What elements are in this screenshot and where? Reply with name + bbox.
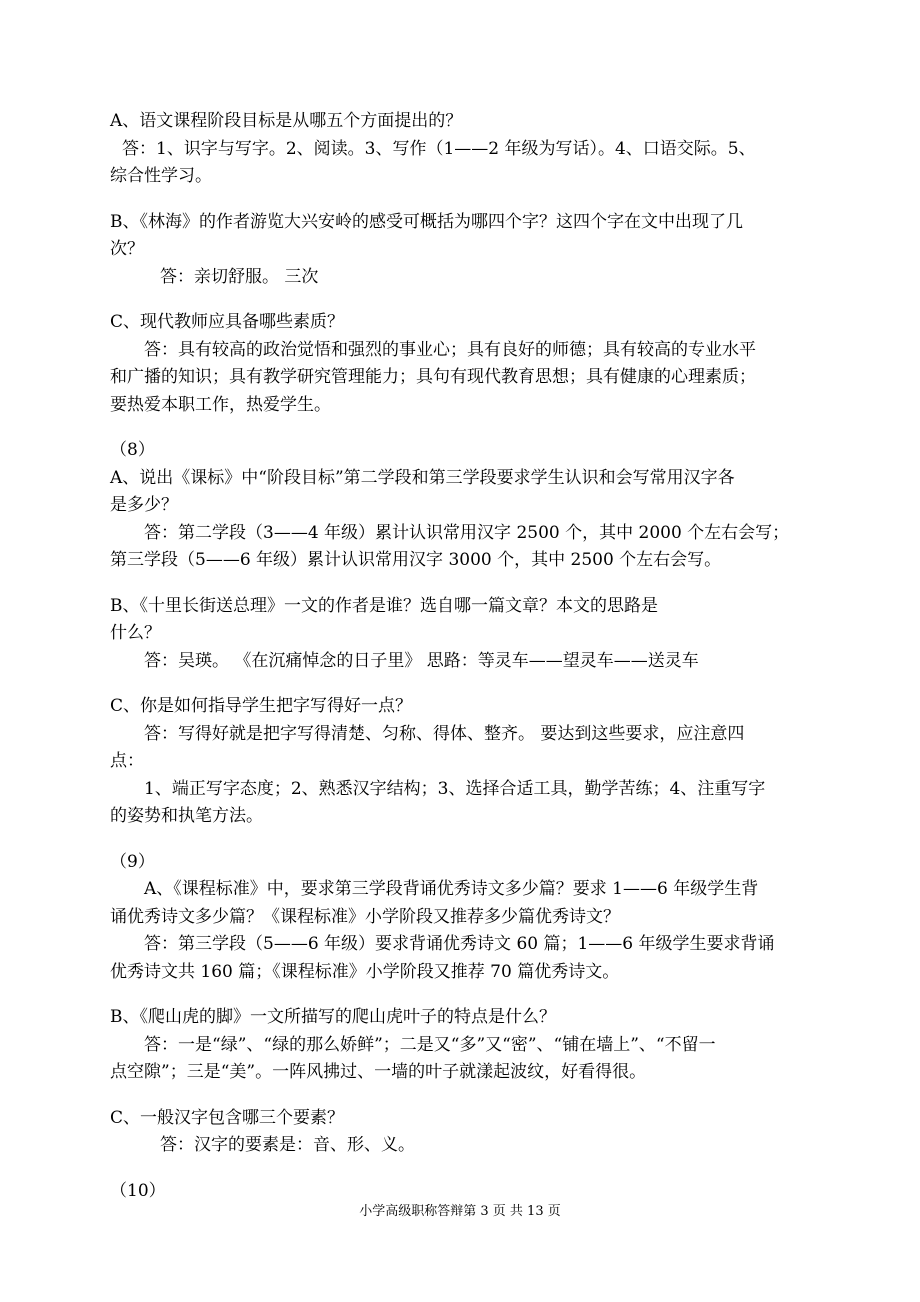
answer-line: 答：写得好就是把字写得清楚、匀称、得体、整齐。 要达到这些要求，应注意四 (144, 723, 745, 744)
spacer (110, 986, 810, 1004)
question-a: A、《课程标准》中，要求第三学段背诵优秀诗文多少篇？要求 1——6 年级学生背 (144, 879, 759, 899)
answer-line: 答：一是“绿”、“绿的那么娇鲜”；二是又“多”又“密”、“铺在墙上”、“不留一 (144, 1034, 716, 1055)
answer-line: 第三学段（5——6 年级）累计认识常用汉字 3000 个，其中 2500 个左右会写。 (110, 550, 722, 570)
answer-line: 答：亲切舒服。 三次 (160, 266, 319, 287)
question-b: B、《十里长街送总理》一文的作者是谁？选自哪一篇文章？本文的思路是 (110, 595, 658, 616)
answer-line: 答：具有较高的政治觉悟和强烈的事业心；具有良好的师德；具有较高的专业水平 (144, 339, 756, 360)
section-number: （8） (110, 440, 155, 460)
answer-line: 答：吴瑛。 《在沉痛悼念的日子里》 思路：等灵车——望灵车——送灵车 (144, 650, 699, 671)
question-b: B、《林海》的作者游览大兴安岭的感受可概括为哪四个字？这四个字在文中出现了几 (110, 211, 743, 232)
question-c: C、现代教师应具备哪些素质？ (110, 312, 345, 332)
answer-line: 1、端正写字态度；2、熟悉汉字结构；3、选择合适工具，勤学苦练；4、注重写字 (144, 778, 766, 799)
spacer (110, 419, 810, 437)
section-number: （10） (110, 1180, 166, 1201)
spacer (110, 1160, 810, 1178)
answer-line: 答：1、识字与写字。2、阅读。3、写作（1——2 年级为写话）。4、口语交际。5、 (122, 138, 756, 159)
spacer (110, 291, 810, 309)
question-line: 是多少？ (110, 495, 178, 515)
question-line: 次？ (110, 239, 144, 259)
question-line: 什么？ (110, 623, 161, 643)
answer-line: 要热爱本职工作，热爱学生。 (110, 394, 331, 415)
answer-line: 优秀诗文共 160 篇；《课程标准》小学阶段又推荐 70 篇优秀诗文。 (110, 961, 620, 982)
answer-line: 综合性学习。 (110, 166, 212, 186)
question-line: 诵优秀诗文多少篇？《课程标准》小学阶段又推荐多少篇优秀诗文？ (110, 906, 620, 927)
question-c: C、你是如何指导学生把字写得好一点？ (110, 696, 413, 716)
spacer (110, 675, 810, 693)
spacer (110, 1087, 810, 1105)
page-footer: 小学高级职称答辩第 3 页 共 13 页 (359, 1204, 561, 1219)
answer-line: 点： (110, 751, 144, 771)
answer-line: 和广播的知识；具有教学研究管理能力；具句有现代教育思想；具有健康的心理素质； (110, 367, 756, 387)
spacer (110, 575, 810, 593)
spacer (110, 831, 810, 849)
answer-line: 答：第二学段（3——4 年级）累计认识常用汉字 2500 个，其中 2000 个左右会写； (144, 522, 790, 543)
spacer (110, 191, 810, 209)
answer-line: 答：汉字的要素是：音、形、义。 (160, 1135, 415, 1155)
section-number: （9） (110, 851, 155, 872)
answer-line: 点空隙”；三是“美”。一阵风拂过、一墙的叶子就漾起波纹，好看得很。 (110, 1062, 647, 1082)
question-a: A、说出《课标》中“阶段目标”第二学段和第三学段要求学生认识和会写常用汉字各 (110, 467, 735, 488)
question-c: C、一般汉字包含哪三个要素？ (110, 1107, 345, 1128)
answer-line: 的姿势和执笔方法。 (110, 806, 263, 826)
document-body (110, 108, 810, 1205)
question-b: B、《爬山虎的脚》一文所描写的爬山虎叶子的特点是什么？ (110, 1007, 556, 1027)
question-a: A、语文课程阶段目标是从哪五个方面提出的？ (110, 111, 463, 131)
answer-line: 答：第三学段（5——6 年级）要求背诵优秀诗文 60 篇；1——6 年级学生要求背诵 (144, 934, 775, 954)
